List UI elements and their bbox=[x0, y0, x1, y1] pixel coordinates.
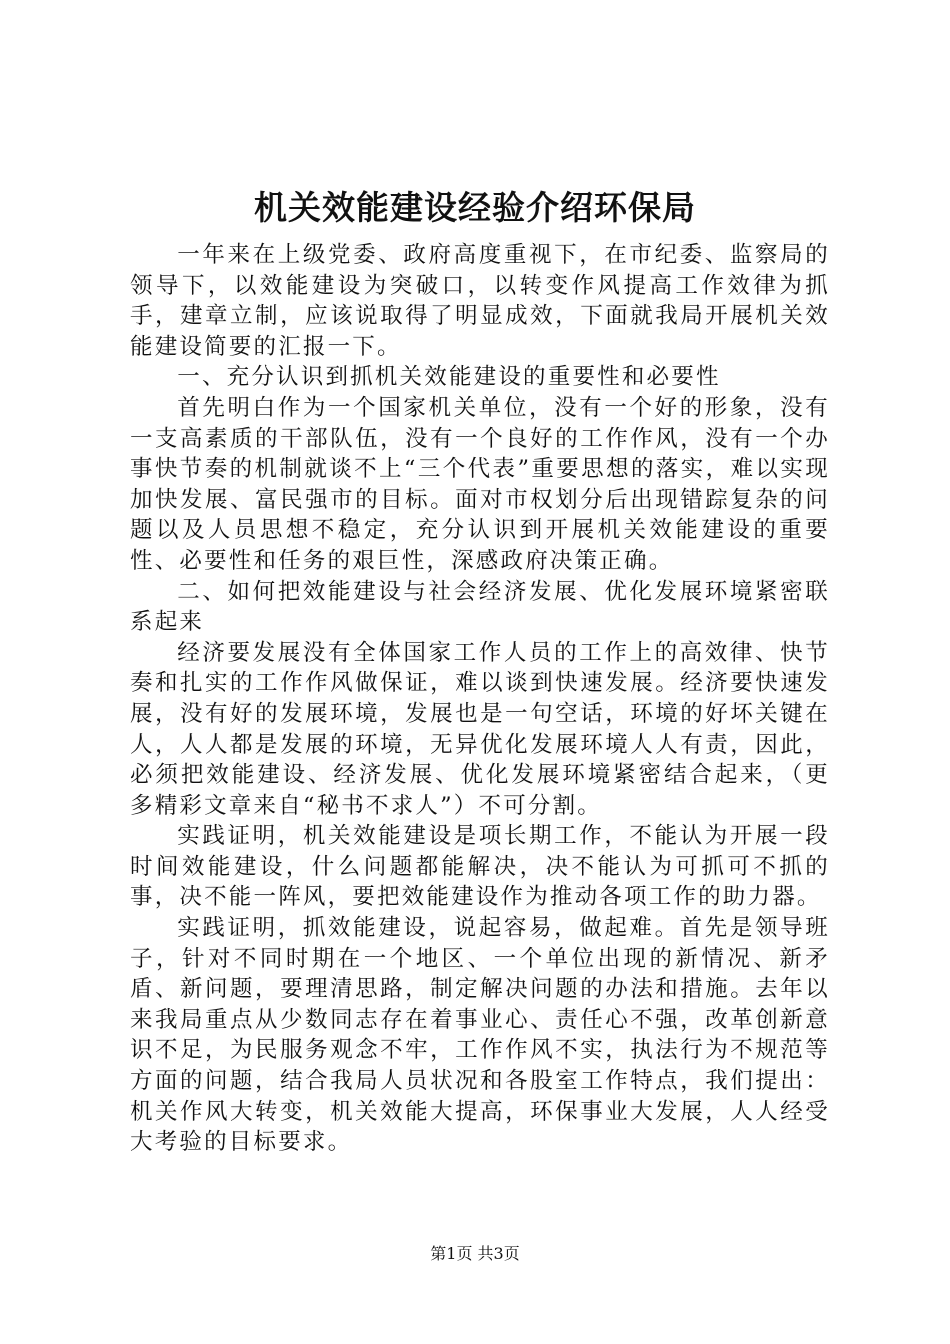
paragraph-importance: 首先明白作为一个国家机关单位，没有一个好的形象，没有一支高素质的干部队伍，没有一个良好的工作作风，没有一个办事快节奏的机制就谈不上“三个代表”重要思想的落实，难以实现加快发展、富民强市的目标。面对市权划分后出现错踪复杂的问题以及人员思想不稳定，充分认识到开展机关效能建设的重要性、必要性和任务的艰巨性，深感政府决策正确。 bbox=[130, 394, 830, 574]
document-title: 机关效能建设经验介绍环保局 bbox=[254, 188, 696, 227]
paragraph-practice: 实践证明，抓效能建设，说起容易，做起难。首先是领导班子，针对不同时期在一个地区、一个单位出现的新情况、新矛盾、新问题，要理清思路，制定解决问题的办法和措施。去年以来我局重点从少数同志存在着事业心、责任心不强，改革创新意识不足，为民服务观念不牢，工作作风不实，执法行为不规范等方面的问题，结合我局人员状况和各股室工作特点，我们提出：机关作风大转变，机关效能大提高，环保事业大发展，人人经受大考验的目标要求。 bbox=[130, 915, 830, 1156]
section-heading-1: 一、充分认识到抓机关效能建设的重要性和必要性 bbox=[177, 364, 721, 391]
page-indicator: 第1页 共3页 bbox=[430, 1244, 520, 1263]
paragraph-long-term: 实践证明，机关效能建设是项长期工作，不能认为开展一段时间效能建设，什么问题都能解决，决不能认为可抓可不抓的事，决不能一阵风，要把效能建设作为推动各项工作的助力器。 bbox=[130, 823, 830, 911]
paragraph-economy: 经济要发展没有全体国家工作人员的工作上的高效律、快节奏和扎实的工作作风做保证，难以谈到快速发展。经济要快速发展，没有好的发展环境，发展也是一句空话，环境的好坏关键在人，人人都是发展的环境，无异优化发展环境人人有责，因此，必须把效能建设、经济发展、优化发展环境紧密结合起来，（更多精彩文章来自“秘书不求人”）不可分割。 bbox=[130, 639, 830, 819]
section-heading-2: 二、如何把效能建设与社会经济发展、优化发展环境紧密联系起来 bbox=[130, 578, 830, 636]
document-body bbox=[130, 240, 830, 1158]
paragraph-intro: 一年来在上级党委、政府高度重视下，在市纪委、监察局的领导下，以效能建设为突破口，以转变作风提高工作效律为抓手，建章立制，应该说取得了明显成效，下面就我局开展机关效能建设简要的汇报一下。 bbox=[130, 242, 830, 360]
